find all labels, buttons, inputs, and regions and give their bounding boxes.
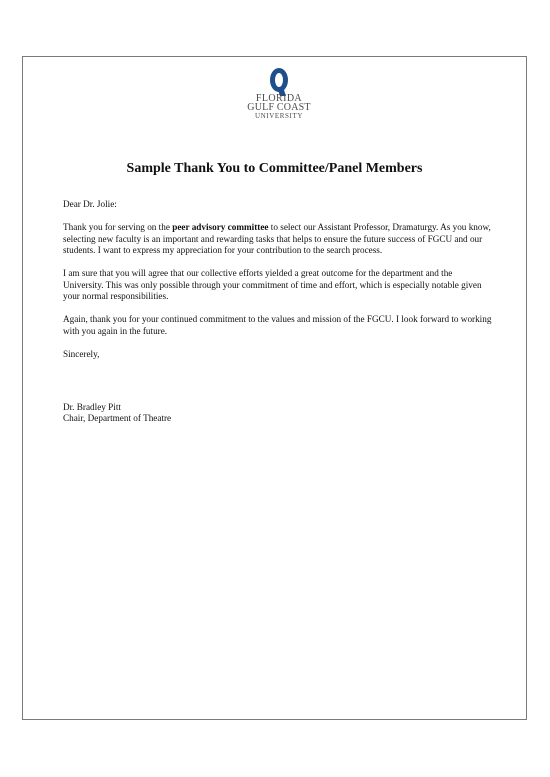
university-logo — [234, 66, 324, 136]
paragraph-2: I am sure that you will agree that our collective efforts yielded a great outcome for the department and the University. This was only possible through your commitment of time and effort, which is especially notable given your normal responsibilities. — [63, 268, 482, 301]
committee-name: peer advisory committee — [172, 222, 269, 232]
paragraph-1 — [63, 222, 493, 257]
salutation: Dear Dr. Jolie: — [63, 199, 117, 209]
paragraph-1-start: Thank you for serving on the — [63, 222, 173, 232]
letter-body — [63, 199, 493, 425]
signer-name: Dr. Bradley Pitt — [63, 401, 121, 412]
paragraph-1-rest: to select our Assistant Professor, Dramaturgy. As you know, selecting new faculty is an important and rewarding tasks that helps to ensure the future success of FGCU and our students. I want to express my appreciation for your contribution to the search process. — [63, 222, 491, 255]
signer-title: Chair, Department of Theatre — [63, 413, 172, 423]
logo-line-florida: FLORIDA — [255, 93, 303, 104]
q-emblem-icon — [234, 66, 324, 96]
logo-line-gulf-coast: GULF COAST — [247, 102, 311, 113]
letter-title: Sample Thank You to Committee/Panel Members — [126, 161, 423, 176]
logo-line-university: UNIVERSITY — [255, 112, 303, 120]
paragraph-3: Again, thank you for your continued commitment to the values and mission of the FGCU. I look forward to working with you again in the future. — [63, 314, 492, 336]
closing: Sincerely, — [63, 348, 100, 359]
